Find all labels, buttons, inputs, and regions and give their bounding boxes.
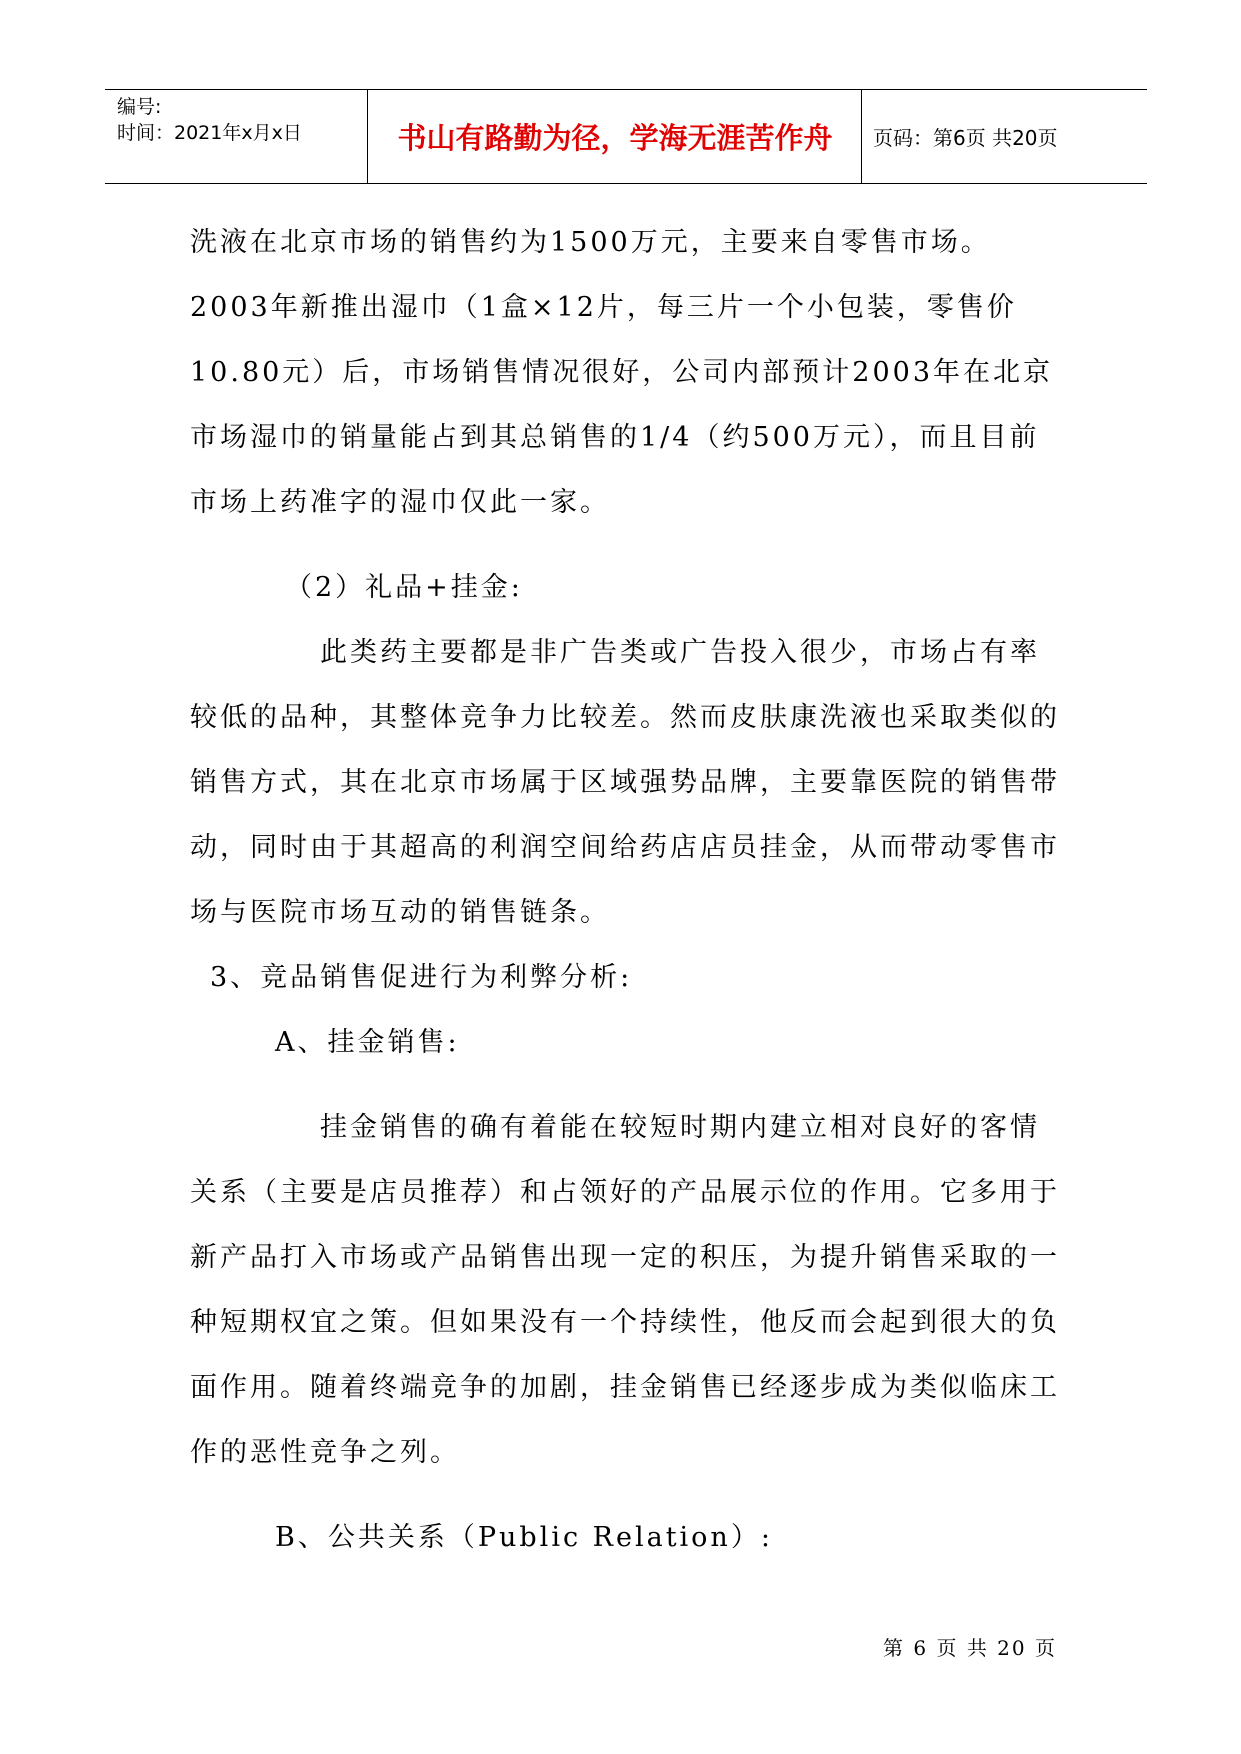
header-page-label: 页码：第6页 共20页	[873, 126, 1058, 150]
page-header	[105, 89, 1147, 184]
document-time-label: 时间：2021年x月x日	[117, 122, 302, 144]
paragraph-gift-commission-analysis: 此类药主要都是非广告类或广告投入很少，市场占有率较低的品种，其整体竞争力比较差。然而皮肤康洗液也采取类似的销售方式，其在北京市场属于区域强势品牌，主要靠医院的销售带动，同时由于其超高的利润空间给药店店员挂金，从而带动零售市场与医院市场互动的销售链条。	[190, 637, 1060, 928]
header-divider-right	[861, 90, 862, 183]
paragraph-commission-sales-analysis: 挂金销售的确有着能在较短时期内建立相对良好的客情关系（主要是店员推荐）和占领好的产品展示位的作用。它多用于新产品打入市场或产品销售出现一定的积压，为提升销售采取的一种短期权宜之策。但如果没有一个持续性，他反而会起到很大的负面作用。随着终端竞争的加剧，挂金销售已经逐步成为类似临床工作的恶性竞争之列。	[190, 1112, 1060, 1468]
heading-commission-sales: A、挂金销售:	[275, 1027, 460, 1058]
header-divider-left	[367, 90, 368, 183]
document-body	[190, 210, 1060, 1570]
heading-gift-commission: （2）礼品+挂金:	[285, 572, 523, 603]
document-number-label: 编号:	[117, 96, 162, 118]
page-footer: 第 6 页 共 20 页	[883, 1636, 1057, 1660]
header-motto: 书山有路勤为径，学海无涯苦作舟	[397, 121, 833, 155]
heading-public-relation: B、公共关系（Public Relation）:	[275, 1522, 773, 1553]
heading-competitor-promotion-analysis: 3、竞品销售促进行为利弊分析:	[210, 962, 633, 993]
paragraph-washing-liquid-sales: 洗液在北京市场的销售约为1500万元，主要来自零售市场。2003年新推出湿巾（1盒×12片，每三片一个小包装，零售价10.80元）后，市场销售情况很好，公司内部预计2003年在北京市场湿巾的销量能占到其总销售的1/4（约500万元），而且目前市场上药准字的湿巾仅此一家。	[190, 227, 1054, 518]
